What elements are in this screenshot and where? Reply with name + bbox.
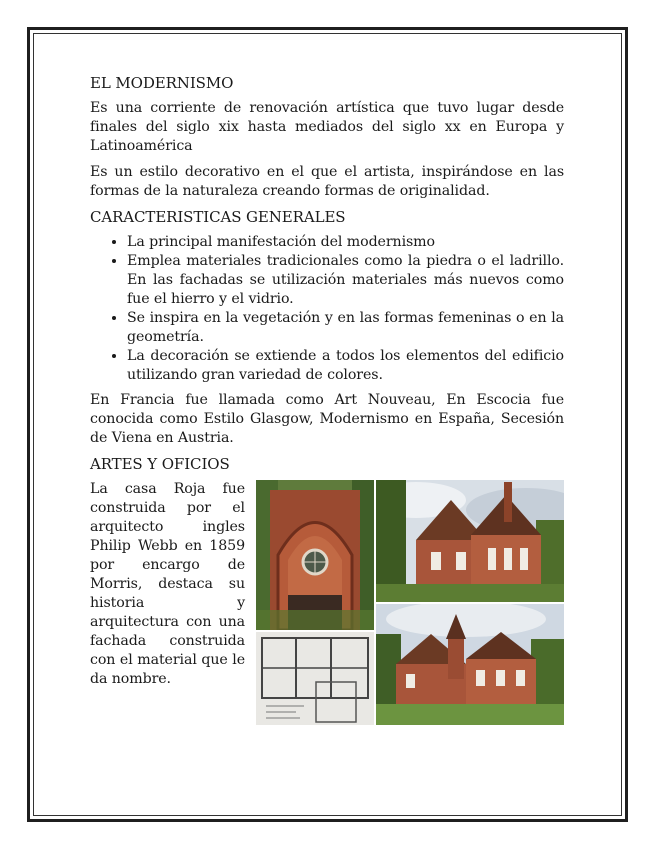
list-item: • Emplea materiales tradicionales como la piedra o el ladrillo. En las fachadas se utilización materiales más nuevos como fue el hierro y el vidrio. [127,252,564,309]
artes-heading: ARTES Y OFICIOS [90,455,230,473]
casa-roja-paragraph: La casa Roja fue construida por el arquitecto ingles Philip Webb en 1859 por encargo de Morris, destaca su historia y arquitectura con una fachada construida con el material que le da nombre. [90,481,245,687]
list-item: • La principal manifestación del modernismo [127,233,564,252]
list-item: • Se inspira en la vegetación y en las formas femeninas o en la geometría. [127,309,564,347]
artes-section [90,480,564,725]
intro-paragraph-2: Es un estilo decorativo en el que el artista, inspirándose en las formas de la naturaleza creando formas de originalidad. [90,164,564,199]
red-house-photo-collage [256,480,564,725]
intro-paragraph-1: Es una corriente de renovación artística que tuvo lugar desde finales del siglo xix hasta mediados del siglo xx en Europa y Latinoamérica [90,100,564,154]
red-house-photo-2 [376,604,564,725]
caracteristicas-heading: CARACTERISTICAS GENERALES [90,208,346,226]
caracteristicas-list [90,233,564,385]
document-body [90,74,564,725]
list-item: • La decoración se extiende a todos los elementos del edificio utilizando gran variedad de colores. [127,347,564,385]
francia-paragraph: En Francia fue llamada como Art Nouveau, En Escocia fue conocida como Estilo Glasgow, Modernismo en España, Secesión de Viena en Austria. [90,392,564,446]
document-title: EL MODERNISMO [90,74,234,92]
red-house-photo-1 [376,480,564,602]
floor-plan-image [256,632,374,725]
arched-doorway-photo [256,480,374,630]
